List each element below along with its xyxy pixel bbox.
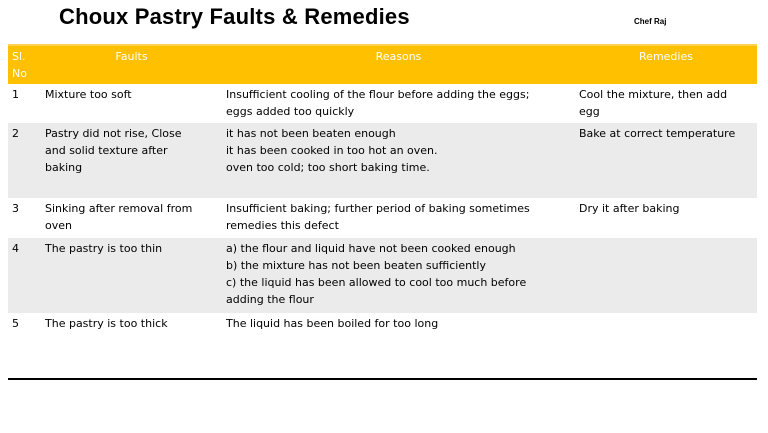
table-header-row [8,45,757,84]
fault-cell: The pastry is too thick [45,317,168,330]
table-row [8,238,757,313]
reason-cell: The liquid has been boiled for too long [226,317,439,330]
row-number: 4 [12,242,19,255]
header-remedies: Remedies [575,45,757,84]
fault-cell: Mixture too soft [45,88,132,101]
remedy-cell: Bake at correct temperature [579,127,736,140]
row-number: 3 [12,202,19,215]
author-credit: Chef Raj [634,17,667,26]
fault-cell: The pastry is too thin [45,242,163,255]
reason-cell: Insufficient cooling of the flour before adding the eggs; eggs added too quickly [226,88,530,118]
page-title: Choux Pastry Faults & Remedies [59,4,410,29]
faults-table [8,44,757,352]
bottom-divider [8,378,757,380]
row-number: 2 [12,127,19,140]
remedy-cell: Cool the mixture, then add egg [579,88,728,118]
reason-cell: Insufficient baking; further period of baking sometimes remedies this defect [226,202,530,232]
reason-cell: it has not been beaten enough it has been cooked in too hot an oven. oven too cold; too short baking time. [226,127,438,174]
row-number: 1 [12,88,19,101]
remedy-cell [575,238,757,313]
reason-cell: a) the flour and liquid have not been cooked enough b) the mixture has not been beaten sufficiently c) the liquid has been allowed to cool too much before adding the flour [226,242,527,306]
row-number: 5 [12,317,19,330]
table-row [8,84,757,123]
header-reasons: Reasons [222,45,575,84]
remedy-cell [575,313,757,352]
header-faults: Faults [41,45,222,84]
table-row [8,198,757,238]
remedy-cell: Dry it after baking [579,202,680,215]
table-row [8,313,757,352]
fault-cell: Pastry did not rise, Close and solid texture after baking [45,127,182,174]
header-sl-no: Sl. No [8,45,41,84]
table-row [8,123,757,198]
fault-cell: Sinking after removal from oven [45,202,193,232]
